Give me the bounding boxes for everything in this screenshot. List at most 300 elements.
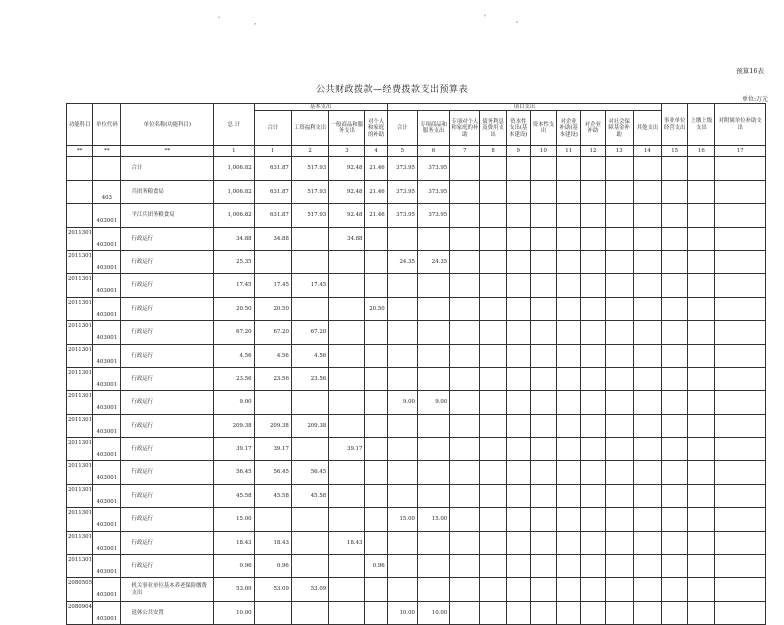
project-person-cell — [450, 321, 480, 344]
basic-goods-cell — [329, 555, 365, 578]
func-code-cell: 2011301 — [67, 344, 93, 367]
project-goods-cell: 373.95 — [417, 157, 449, 180]
index-cell: 15 — [662, 146, 688, 157]
empty-cell — [530, 508, 556, 531]
empty-cell — [530, 555, 556, 578]
basic-wage-cell — [291, 297, 328, 320]
project-goods-cell: 373.95 — [417, 204, 449, 227]
basic-person-cell: 0.96 — [365, 555, 387, 578]
basic-person-cell — [365, 531, 387, 554]
project-total-cell: 15.00 — [387, 508, 417, 531]
empty-cell — [480, 157, 506, 180]
empty-cell — [530, 391, 556, 414]
basic-person-cell — [365, 461, 387, 484]
empty-cell — [506, 250, 530, 273]
total-cell: 56.45 — [214, 461, 254, 484]
total-cell: 1,006.82 — [214, 204, 254, 227]
basic-wage-cell — [291, 391, 328, 414]
basic-total-cell: 18.43 — [254, 531, 291, 554]
project-person-cell — [450, 438, 480, 461]
empty-cell — [480, 391, 506, 414]
header-project-goods: 专项商品和服务支出 — [417, 111, 449, 146]
empty-cell — [506, 414, 530, 437]
project-goods-cell — [417, 297, 449, 320]
empty-cell — [688, 484, 715, 507]
empty-cell — [530, 180, 556, 203]
table-row — [67, 250, 766, 273]
empty-cell — [633, 157, 661, 180]
func-code-cell: 2011301 — [67, 461, 93, 484]
project-total-cell: 10.00 — [387, 601, 417, 624]
empty-cell — [530, 297, 556, 320]
project-goods-cell: 15.00 — [417, 508, 449, 531]
empty-cell — [605, 250, 633, 273]
empty-cell — [506, 180, 530, 203]
basic-wage-cell — [291, 601, 328, 624]
empty-cell — [662, 227, 688, 250]
project-total-cell: 373.95 — [387, 157, 417, 180]
empty-cell — [688, 321, 715, 344]
total-cell: 209.38 — [214, 414, 254, 437]
basic-total-cell: 56.45 — [254, 461, 291, 484]
empty-cell — [662, 321, 688, 344]
basic-person-cell — [365, 391, 387, 414]
empty-cell — [662, 344, 688, 367]
empty-cell — [557, 531, 581, 554]
empty-cell — [605, 508, 633, 531]
project-total-cell — [387, 531, 417, 554]
project-person-cell — [450, 297, 480, 320]
project-goods-cell — [417, 555, 449, 578]
empty-cell — [581, 274, 605, 297]
project-person-cell — [450, 414, 480, 437]
index-cell: 4 — [365, 146, 387, 157]
basic-total-cell: 23.56 — [254, 367, 291, 390]
project-total-cell — [387, 321, 417, 344]
empty-cell — [715, 578, 766, 601]
form-number: 预算16表 — [736, 67, 764, 75]
empty-cell — [530, 438, 556, 461]
index-cell: 17 — [715, 146, 766, 157]
empty-cell — [688, 461, 715, 484]
empty-cell — [662, 250, 688, 273]
empty-cell — [530, 157, 556, 180]
empty-cell — [605, 461, 633, 484]
project-person-cell — [450, 461, 480, 484]
empty-cell — [605, 414, 633, 437]
empty-cell — [506, 461, 530, 484]
total-cell: 53.09 — [214, 578, 254, 601]
empty-cell — [633, 391, 661, 414]
project-person-cell — [450, 555, 480, 578]
empty-cell — [715, 531, 766, 554]
basic-wage-cell — [291, 508, 328, 531]
total-cell: 67.20 — [214, 321, 254, 344]
empty-cell — [715, 367, 766, 390]
basic-total-cell: 4.56 — [254, 344, 291, 367]
empty-cell — [633, 274, 661, 297]
basic-person-cell: 21.46 — [365, 180, 387, 203]
table-row — [67, 227, 766, 250]
project-person-cell — [450, 274, 480, 297]
table-row — [67, 321, 766, 344]
header-project-enterprise-construction: 对企业补助(基本建设) — [557, 111, 581, 146]
func-code-cell: 2011301 — [67, 438, 93, 461]
basic-total-cell — [254, 601, 291, 624]
header-project-other: 其他支出 — [633, 111, 661, 146]
basic-goods-cell — [329, 414, 365, 437]
table-row — [67, 578, 766, 601]
unit-code-cell: 403001 — [93, 531, 121, 554]
empty-cell — [715, 297, 766, 320]
project-total-cell: 9.00 — [387, 391, 417, 414]
basic-goods-cell — [329, 391, 365, 414]
table-row — [67, 601, 766, 624]
basic-goods-cell: 18.43 — [329, 531, 365, 554]
header-basic-wage: 工资福利支出 — [291, 111, 328, 146]
total-cell: 1,006.82 — [214, 180, 254, 203]
func-code-cell: 2011301 — [67, 274, 93, 297]
basic-person-cell — [365, 438, 387, 461]
empty-cell — [480, 461, 506, 484]
empty-cell — [480, 274, 506, 297]
project-total-cell — [387, 578, 417, 601]
empty-cell — [557, 367, 581, 390]
empty-cell — [506, 484, 530, 507]
empty-cell — [506, 367, 530, 390]
empty-cell — [633, 484, 661, 507]
empty-cell — [633, 321, 661, 344]
unit-name-cell: 行政运行 — [121, 438, 214, 461]
func-code-cell: 2011301 — [67, 367, 93, 390]
project-goods-cell: 24.35 — [417, 250, 449, 273]
empty-cell — [605, 601, 633, 624]
unit-code-cell: 403001 — [93, 367, 121, 390]
unit-name-cell: 行政运行 — [121, 367, 214, 390]
index-cell: ** — [67, 146, 93, 157]
empty-cell — [662, 508, 688, 531]
unit-code-cell: 403001 — [93, 484, 121, 507]
empty-cell — [581, 157, 605, 180]
basic-wage-cell: 209.38 — [291, 414, 328, 437]
empty-cell — [688, 531, 715, 554]
empty-cell — [715, 484, 766, 507]
empty-cell — [557, 227, 581, 250]
basic-wage-cell: 17.45 — [291, 274, 328, 297]
project-goods-cell — [417, 531, 449, 554]
empty-cell — [688, 414, 715, 437]
empty-cell — [662, 180, 688, 203]
basic-wage-cell: 45.58 — [291, 484, 328, 507]
empty-cell — [662, 391, 688, 414]
empty-cell — [506, 508, 530, 531]
func-code-cell — [67, 204, 93, 227]
project-person-cell — [450, 578, 480, 601]
empty-cell — [557, 601, 581, 624]
empty-cell — [506, 531, 530, 554]
index-row — [67, 146, 766, 157]
func-code-cell: 2011301 — [67, 321, 93, 344]
empty-cell — [715, 438, 766, 461]
empty-cell — [581, 461, 605, 484]
project-person-cell — [450, 508, 480, 531]
project-total-cell — [387, 438, 417, 461]
unit-code-cell: 403001 — [93, 555, 121, 578]
empty-cell — [633, 531, 661, 554]
basic-wage-cell: 517.93 — [291, 157, 328, 180]
basic-wage-cell — [291, 555, 328, 578]
unit-name-cell: 行政运行 — [121, 531, 214, 554]
empty-cell — [557, 461, 581, 484]
header-project-capital: 资本性支出 — [530, 111, 556, 146]
empty-cell — [688, 391, 715, 414]
empty-cell — [557, 180, 581, 203]
empty-cell — [605, 274, 633, 297]
empty-cell — [662, 204, 688, 227]
func-code-cell: 2011301 — [67, 250, 93, 273]
basic-goods-cell — [329, 250, 365, 273]
empty-cell — [715, 555, 766, 578]
project-goods-cell — [417, 484, 449, 507]
basic-total-cell: 45.58 — [254, 484, 291, 507]
empty-cell — [633, 204, 661, 227]
basic-goods-cell — [329, 367, 365, 390]
empty-cell — [662, 274, 688, 297]
budget-table — [66, 103, 766, 625]
index-cell: 1 — [254, 146, 291, 157]
index-cell: 7 — [450, 146, 480, 157]
unit-code-cell: 403001 — [93, 297, 121, 320]
empty-cell — [530, 484, 556, 507]
header-project-capital-construction: 资本性支出(基本建设) — [506, 111, 530, 146]
header-basic-total: 合计 — [254, 111, 291, 146]
empty-cell — [480, 508, 506, 531]
index-cell: 13 — [605, 146, 633, 157]
empty-cell — [581, 438, 605, 461]
unit-code-cell: 403001 — [93, 321, 121, 344]
header-subsidy: 对附属单位补助支出 — [715, 104, 766, 146]
project-total-cell — [387, 227, 417, 250]
project-total-cell: 373.95 — [387, 180, 417, 203]
empty-cell — [480, 321, 506, 344]
func-code-cell: 2011301 — [67, 414, 93, 437]
empty-cell — [480, 204, 506, 227]
basic-total-cell: 631.87 — [254, 180, 291, 203]
index-cell: ** — [93, 146, 121, 157]
empty-cell — [688, 180, 715, 203]
empty-cell — [662, 461, 688, 484]
basic-wage-cell — [291, 531, 328, 554]
empty-cell — [605, 321, 633, 344]
basic-goods-cell: 92.48 — [329, 180, 365, 203]
basic-person-cell — [365, 250, 387, 273]
basic-total-cell: 209.38 — [254, 414, 291, 437]
empty-cell — [633, 367, 661, 390]
table-row — [67, 367, 766, 390]
empty-cell — [530, 274, 556, 297]
basic-wage-cell: 23.56 — [291, 367, 328, 390]
empty-cell — [506, 321, 530, 344]
project-person-cell — [450, 227, 480, 250]
empty-cell — [715, 344, 766, 367]
empty-cell — [715, 227, 766, 250]
empty-cell — [715, 250, 766, 273]
header-group-row — [67, 104, 766, 111]
unit-name-cell: 平江兵团务粮食局 — [121, 204, 214, 227]
unit-code-cell — [93, 157, 121, 180]
project-goods-cell — [417, 227, 449, 250]
unit-code-cell: 403001 — [93, 438, 121, 461]
index-cell: 10 — [530, 146, 556, 157]
project-person-cell — [450, 157, 480, 180]
table-row — [67, 391, 766, 414]
basic-total-cell: 631.87 — [254, 157, 291, 180]
basic-goods-cell — [329, 297, 365, 320]
basic-goods-cell: 39.17 — [329, 438, 365, 461]
unit-code-cell: 403001 — [93, 508, 121, 531]
total-cell: 45.58 — [214, 484, 254, 507]
basic-wage-cell: 517.93 — [291, 180, 328, 203]
unit-code-cell: 403001 — [93, 274, 121, 297]
func-code-cell: 2011301 — [67, 227, 93, 250]
unit-name-cell: 行政运行 — [121, 344, 214, 367]
basic-person-cell — [365, 508, 387, 531]
project-person-cell — [450, 391, 480, 414]
basic-wage-cell — [291, 438, 328, 461]
total-cell: 25.35 — [214, 250, 254, 273]
header-project-total: 合计 — [387, 111, 417, 146]
empty-cell — [557, 484, 581, 507]
empty-cell — [633, 438, 661, 461]
header-func-code: 功能科目 — [67, 104, 93, 146]
empty-cell — [715, 180, 766, 203]
empty-cell — [688, 578, 715, 601]
project-person-cell — [450, 484, 480, 507]
project-total-cell — [387, 461, 417, 484]
empty-cell — [557, 578, 581, 601]
basic-total-cell: 17.45 — [254, 274, 291, 297]
project-goods-cell: 10.00 — [417, 601, 449, 624]
project-goods-cell — [417, 321, 449, 344]
empty-cell — [557, 204, 581, 227]
total-cell: 0.96 — [214, 555, 254, 578]
empty-cell — [605, 531, 633, 554]
index-cell: ** — [121, 146, 214, 157]
table-row — [67, 508, 766, 531]
header-unit-name: 单位名称(功能科目) — [121, 104, 214, 146]
empty-cell — [688, 250, 715, 273]
total-cell: 17.45 — [214, 274, 254, 297]
basic-person-cell — [365, 601, 387, 624]
header-basic-group: 基本支出 — [254, 104, 387, 111]
basic-wage-cell: 56.45 — [291, 461, 328, 484]
empty-cell — [715, 508, 766, 531]
empty-cell — [557, 344, 581, 367]
index-cell: 9 — [506, 146, 530, 157]
empty-cell — [715, 414, 766, 437]
basic-goods-cell — [329, 344, 365, 367]
empty-cell — [688, 344, 715, 367]
empty-cell — [633, 344, 661, 367]
basic-wage-cell: 53.09 — [291, 578, 328, 601]
index-cell: 5 — [387, 146, 417, 157]
empty-cell — [662, 367, 688, 390]
empty-cell — [688, 438, 715, 461]
empty-cell — [633, 578, 661, 601]
empty-cell — [605, 227, 633, 250]
basic-person-cell — [365, 274, 387, 297]
index-cell: 14 — [633, 146, 661, 157]
func-code-cell: 2011301 — [67, 391, 93, 414]
empty-cell — [480, 555, 506, 578]
total-cell: 10.00 — [214, 601, 254, 624]
project-goods-cell — [417, 461, 449, 484]
unit-code-cell: 403001 — [93, 204, 121, 227]
empty-cell — [662, 555, 688, 578]
empty-cell — [581, 484, 605, 507]
empty-cell — [581, 414, 605, 437]
empty-cell — [688, 227, 715, 250]
project-total-cell — [387, 414, 417, 437]
table-row — [67, 484, 766, 507]
header-business-expense: 事业单位经营支出 — [662, 104, 688, 146]
total-cell: 1,006.82 — [214, 157, 254, 180]
basic-total-cell: 67.20 — [254, 321, 291, 344]
empty-cell — [688, 555, 715, 578]
table-row — [67, 414, 766, 437]
unit-name-cell: 行政运行 — [121, 391, 214, 414]
total-cell: 15.00 — [214, 508, 254, 531]
basic-person-cell: 20.50 — [365, 297, 387, 320]
empty-cell — [480, 601, 506, 624]
basic-goods-cell: 92.48 — [329, 204, 365, 227]
empty-cell — [530, 227, 556, 250]
basic-person-cell — [365, 484, 387, 507]
empty-cell — [605, 578, 633, 601]
empty-cell — [530, 250, 556, 273]
empty-cell — [530, 414, 556, 437]
empty-cell — [662, 531, 688, 554]
project-goods-cell: 9.00 — [417, 391, 449, 414]
header-project-social-security: 对社会保障基金补助 — [605, 111, 633, 146]
project-total-cell — [387, 555, 417, 578]
project-person-cell — [450, 531, 480, 554]
project-total-cell — [387, 297, 417, 320]
basic-wage-cell — [291, 250, 328, 273]
table-row — [67, 438, 766, 461]
empty-cell — [480, 367, 506, 390]
empty-cell — [605, 438, 633, 461]
unit-name-cell: 行政运行 — [121, 250, 214, 273]
empty-cell — [633, 508, 661, 531]
unit-name-cell: 行政运行 — [121, 414, 214, 437]
basic-goods-cell — [329, 578, 365, 601]
empty-cell — [633, 227, 661, 250]
project-total-cell — [387, 484, 417, 507]
empty-cell — [662, 297, 688, 320]
basic-total-cell — [254, 508, 291, 531]
table-row — [67, 461, 766, 484]
project-goods-cell — [417, 578, 449, 601]
func-code-cell: 2011301 — [67, 555, 93, 578]
table-row — [67, 531, 766, 554]
empty-cell — [581, 601, 605, 624]
basic-wage-cell: 4.56 — [291, 344, 328, 367]
empty-cell — [581, 321, 605, 344]
table-row — [67, 274, 766, 297]
unit-code-cell: 403001 — [93, 461, 121, 484]
unit-name-cell: 行政运行 — [121, 321, 214, 344]
